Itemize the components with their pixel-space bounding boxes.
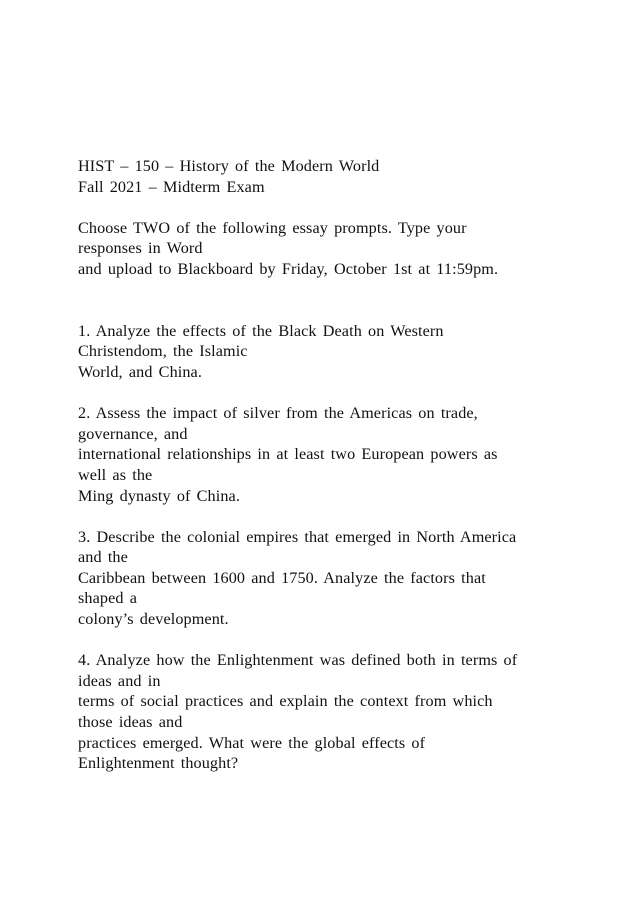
prompt-line: Caribbean between 1600 and 1750. Analyze the factors that xyxy=(78,568,486,587)
prompt-line: Ming dynasty of China. xyxy=(78,486,240,505)
prompt-line: 1. Analyze the effects of the Black Death on Western xyxy=(78,321,444,340)
essay-prompt-4 xyxy=(78,650,618,774)
prompt-line: international relationships in at least two European powers as xyxy=(78,445,498,464)
instructions xyxy=(78,218,618,280)
prompt-line: shaped a xyxy=(78,589,137,608)
spacer xyxy=(78,280,618,321)
exam-document xyxy=(78,156,618,774)
spacer xyxy=(78,197,618,218)
prompt-line: practices emerged. What were the global effects of xyxy=(78,733,426,752)
prompt-line: Enlightenment thought? xyxy=(78,754,239,773)
prompt-line: those ideas and xyxy=(78,713,183,732)
spacer xyxy=(78,630,618,651)
prompt-line: and the xyxy=(78,548,128,567)
instructions-line: responses in Word xyxy=(78,239,203,258)
essay-prompt-2 xyxy=(78,403,618,506)
prompt-line: Christendom, the Islamic xyxy=(78,342,248,361)
spacer xyxy=(78,506,618,527)
prompt-line: 4. Analyze how the Enlightenment was defined both in terms of xyxy=(78,651,518,670)
instructions-line: and upload to Blackboard by Friday, October 1st at 11:59pm. xyxy=(78,259,499,278)
prompt-line: ideas and in xyxy=(78,671,161,690)
prompt-line: colony’s development. xyxy=(78,610,229,629)
essay-prompt-3 xyxy=(78,527,618,630)
prompt-line: 3. Describe the colonial empires that emerged in North America xyxy=(78,527,517,546)
course-title: HIST – 150 – History of the Modern World xyxy=(78,157,380,175)
spacer xyxy=(78,383,618,404)
exam-header xyxy=(78,156,618,197)
essay-prompt-1 xyxy=(78,321,618,383)
prompt-line: 2. Assess the impact of silver from the Americas on trade, xyxy=(78,404,478,423)
instructions-line: Choose TWO of the following essay prompts. Type your xyxy=(78,218,467,237)
prompt-line: World, and China. xyxy=(78,362,202,381)
prompt-line: well as the xyxy=(78,465,153,484)
exam-title: Fall 2021 – Midterm Exam xyxy=(78,177,265,196)
prompt-line: governance, and xyxy=(78,424,188,443)
prompt-line: terms of social practices and explain the context from which xyxy=(78,692,493,711)
